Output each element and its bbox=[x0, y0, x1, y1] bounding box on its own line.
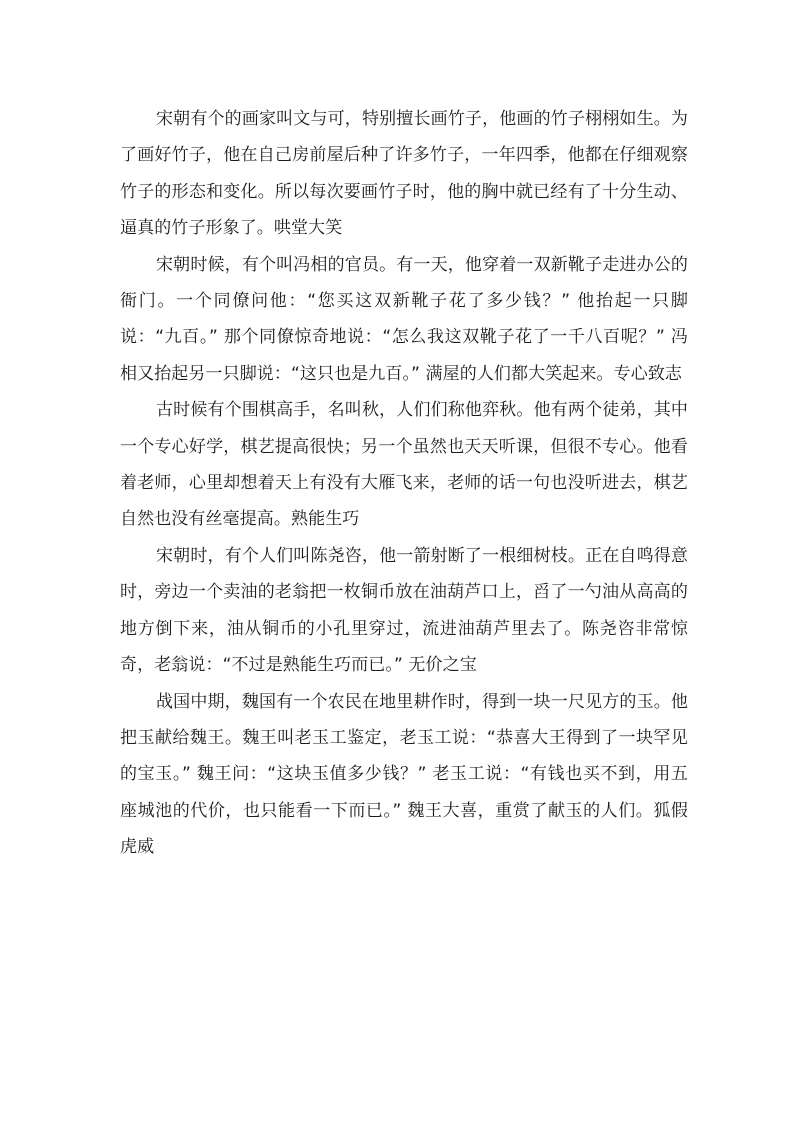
paragraph-wen-yuke: 宋朝有个的画家叫文与可，特别擅长画竹子，他画的竹子栩栩如生。为了画好竹子，他在自己房前屋后种了许多竹子，一年四季，他都在仔细观察竹子的形态和变化。所以每次要画竹子时，他的胸中就已经有了十分生动、逼真的竹子形象了。哄堂大笑 bbox=[120, 109, 688, 239]
paragraph-chen-yaozi: 宋朝时，有个人们叫陈尧咨，他一箭射断了一根细树枝。正在自鸣得意时，旁边一个卖油的老翁把一枚铜币放在油葫芦口上，舀了一勺油从高高的地方倒下来，油从铜币的小孔里穿过，流进油葫芦里去了。陈尧咨非常惊奇，老翁说：“不过是熟能生巧而已。” 无价之宝 bbox=[120, 545, 688, 676]
paragraph-yi-qiu: 古时候有个围棋高手，名叫秋，人们们称他弈秋。他有两个徒弟，其中一个专心好学，棋艺提高很快；另一个虽然也天天听课，但很不专心。他看着老师，心里却想着天上有没有大雁飞来，老师的话一句也没听进去，棋艺自然也没有丝毫提高。熟能生巧 bbox=[120, 400, 688, 530]
document-body bbox=[120, 101, 688, 866]
paragraph-wei-jade: 战国中期，魏国有一个农民在地里耕作时，得到一块一尺见方的玉。他把玉献给魏王。魏王叫老玉工鉴定，老玉工说：“恭喜大王得到了一块罕见的宝玉。” 魏王问：“这块玉值多少钱？” 老玉工说：“有钱也买不到，用五座城池的代价，也只能看一下而已。” 魏王大喜，重赏了献玉的人们。狐假虎威 bbox=[120, 691, 688, 858]
paragraph-feng-xiang: 宋朝时候，有个叫冯相的官员。有一天，他穿着一双新靴子走进办公的衙门。一个同僚问他：“您买这双新靴子花了多少钱？” 他抬起一只脚说：“九百。” 那个同僚惊奇地说：“怎么我这双靴子花了一千八百呢？” 冯相又抬起另一只脚说：“这只也是九百。” 满屋的人们都大笑起来。专心致志 bbox=[120, 254, 688, 384]
